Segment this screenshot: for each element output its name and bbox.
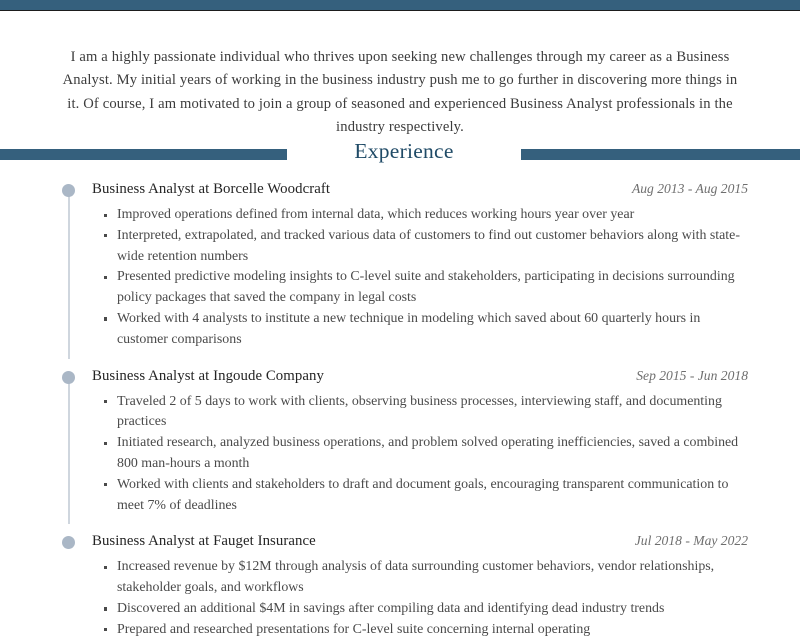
job-bullet-list [92,557,748,640]
page-top-accent-bar [0,0,800,11]
timeline-rail [68,190,70,359]
experience-section-header [0,139,800,177]
timeline-dot-icon [62,371,75,384]
job-bullet-list [92,392,748,517]
section-rule-left [0,149,287,160]
section-rule-right [521,149,800,160]
job-dates: Sep 2015 - Jun 2018 [636,367,748,383]
list-item: Increased revenue by $12M through analysis of data surrounding customer behaviors, vendor relationships, stakeholder goals, and workflows [92,557,748,599]
experience-entry [0,180,800,351]
list-item: Initiated research, analyzed business operations, and problem solved operating inefficiencies, saved a combined 800 man-hours a month [92,433,748,475]
list-item: Interpreted, extrapolated, and tracked various data of customers to find out customer behaviors along with state-wide retention numbers [92,226,748,268]
list-item: Worked with clients and stakeholders to draft and document goals, encouraging transparent communication to meet 7% of deadlines [92,475,748,517]
experience-timeline [0,180,800,641]
experience-entry [0,367,800,517]
job-title: Business Analyst at Fauget Insurance [92,533,316,550]
experience-entry-header [92,532,748,554]
job-dates: Aug 2013 - Aug 2015 [631,181,748,196]
job-bullet-list [92,205,748,351]
list-item: Worked with 4 analysts to institute a new technique in modeling which saved about 60 quarterly hours in customer comparisons [92,309,748,351]
section-title: Experience [287,139,521,164]
experience-entry-header [92,180,748,202]
experience-entry-header [92,367,748,389]
timeline-dot-icon [62,184,75,197]
experience-entry [0,532,800,640]
job-dates: Jul 2018 - May 2022 [634,533,748,549]
timeline-dot-icon [62,536,75,549]
profile-summary: I am a highly passionate individual who thrives upon seeking new challenges through my career as a Business Analyst. My initial years of working in the business industry push me to go further in discovering more things in it. Of course, I am motivated to join a group of seasoned and experienced Business Analyst professionals in the industry respectively. [62,49,738,136]
job-title: Business Analyst at Ingoude Company [92,367,324,384]
list-item: Prepared and researched presentations for C-level suite concerning internal operating [92,620,748,641]
list-item: Presented predictive modeling insights to C-level suite and stakeholders, participating in decisions surrounding policy packages that saved the company in legal costs [92,267,748,309]
job-title: Business Analyst at Borcelle Woodcraft [92,181,331,197]
timeline-rail [68,377,70,525]
list-item: Improved operations defined from internal data, which reduces working hours year over year [92,205,748,226]
list-item: Traveled 2 of 5 days to work with clients, observing business processes, interviewing staff, and documenting practices [92,392,748,434]
list-item: Discovered an additional $4M in savings after compiling data and identifying dead industry trends [92,599,748,620]
